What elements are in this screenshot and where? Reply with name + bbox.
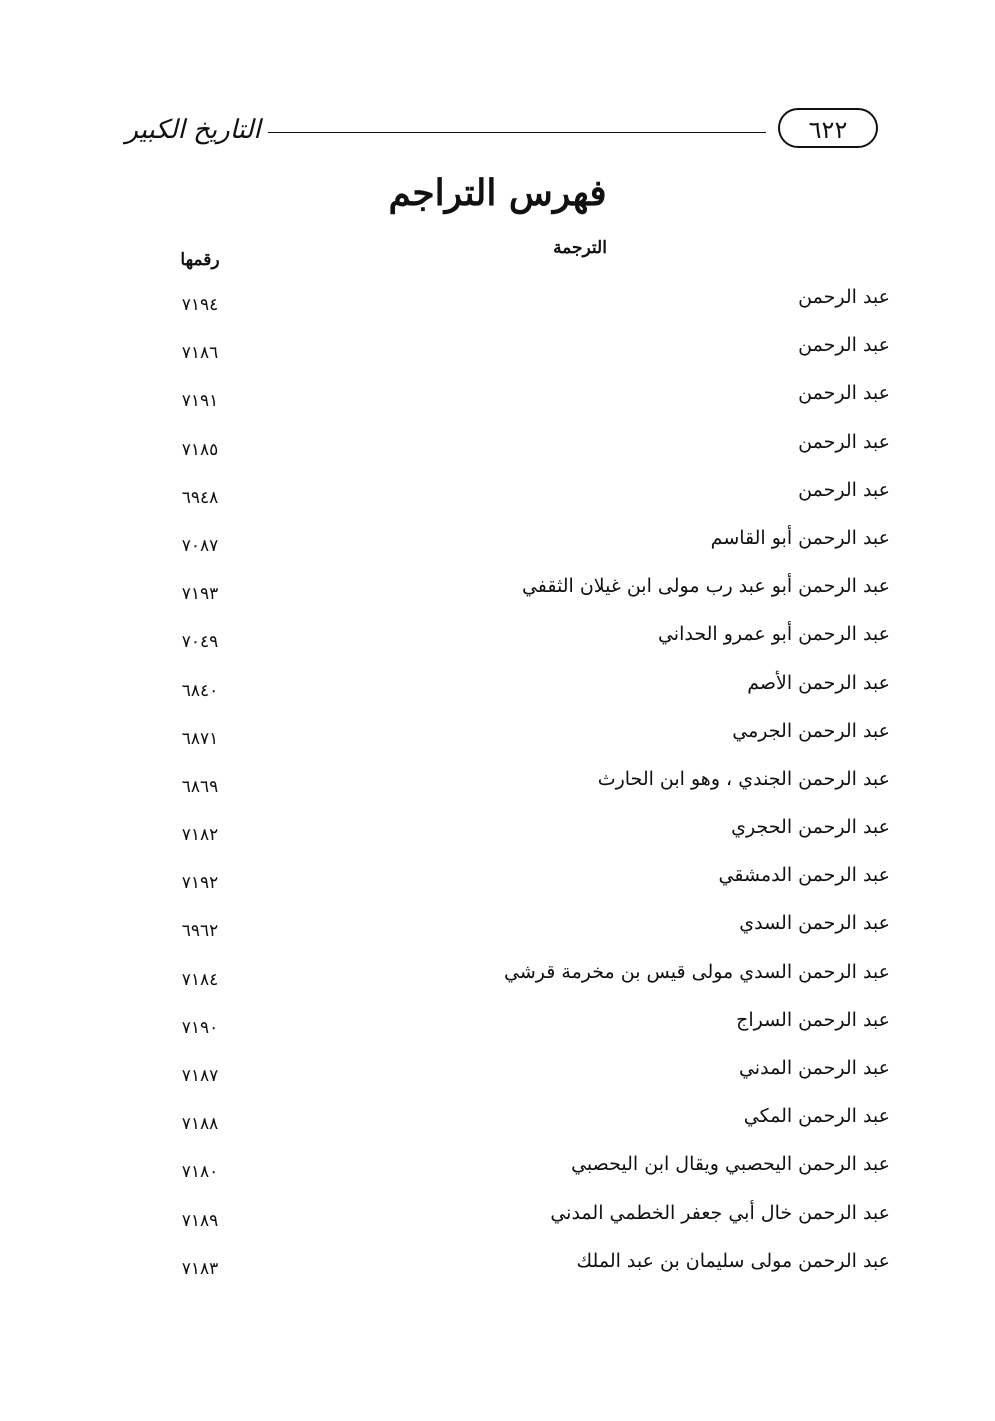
index-entry	[150, 619, 890, 667]
index-entry	[150, 378, 890, 426]
entry-number: ٧١٩٣	[181, 584, 219, 605]
entry-number: ٧٠٤٩	[181, 632, 219, 653]
entry-number: ٧١٨٢	[181, 825, 219, 846]
entry-number: ٧١٩٠	[181, 1017, 219, 1038]
entry-number: ٧١٩٢	[181, 873, 219, 894]
entry-name: عبد الرحمن السراج	[736, 1008, 890, 1031]
entry-name: عبد الرحمن الدمشقي	[718, 864, 890, 887]
entry-name: عبد الرحمن	[798, 382, 890, 405]
entry-name: عبد الرحمن	[798, 478, 890, 501]
page-number: ٦٢٢	[778, 108, 878, 148]
entry-number: ٧٠٨٧	[181, 535, 219, 556]
index-title: فهرس التراجم	[388, 172, 607, 214]
entry-number: ٧١٨٤	[181, 969, 219, 990]
index-entry	[150, 1149, 890, 1197]
entry-name: عبد الرحمن مولى سليمان بن عبد الملك	[576, 1249, 890, 1272]
running-header	[118, 108, 878, 154]
entry-number: ٦٨٦٩	[181, 776, 219, 797]
entry-number: ٧١٩٤	[181, 295, 219, 315]
entry-number: ٧١٨٦	[181, 343, 219, 364]
entry-name: عبد الرحمن أبو عبد رب مولى ابن غيلان الثقفي	[521, 575, 890, 598]
entry-name: عبد الرحمن أبو عمرو الحداني	[657, 623, 890, 646]
index-entry	[150, 957, 890, 1005]
index-entry	[150, 812, 890, 860]
entry-name: عبد الرحمن المكي	[743, 1105, 890, 1128]
entry-name: عبد الرحمن المدني	[738, 1057, 890, 1079]
column-header-entry: الترجمة	[553, 238, 607, 258]
entry-number: ٧١٨٥	[181, 439, 219, 460]
entry-name: عبد الرحمن اليحصبي ويقال ابن اليحصبي	[571, 1153, 890, 1176]
entry-number: ٦٨٤٠	[181, 680, 219, 701]
entry-name: عبد الرحمن أبو القاسم	[710, 526, 890, 549]
index-entry	[150, 764, 890, 812]
entry-name: عبد الرحمن الحجري	[731, 816, 890, 839]
index-entry	[150, 1246, 890, 1294]
entry-number: ٧١٨٣	[181, 1258, 219, 1279]
entry-name: عبد الرحمن	[798, 430, 890, 453]
index-entry	[150, 908, 890, 956]
entry-name: عبد الرحمن السدي مولى قيس بن مخرمة قرشي	[504, 960, 890, 983]
entry-name: عبد الرحمن	[798, 334, 890, 357]
index-entry	[150, 1053, 890, 1101]
column-header-number: رقمها	[180, 250, 220, 270]
index-entry	[150, 571, 890, 619]
entry-name: عبد الرحمن الأصم	[747, 671, 890, 694]
entry-name: عبد الرحمن الجندي ، وهو ابن الحارث	[597, 767, 890, 790]
entry-number: ٦٩٦٢	[181, 921, 219, 942]
index-entry	[150, 523, 890, 571]
entry-name: عبد الرحمن خال أبي جعفر الخطمي المدني	[550, 1201, 890, 1224]
index-entry	[150, 860, 890, 908]
entry-name: عبد الرحمن الجرمي	[732, 719, 890, 742]
index-entries	[150, 282, 890, 1294]
index-entry	[150, 330, 890, 378]
entry-number: ٧١٨٧	[181, 1066, 219, 1086]
entry-name: عبد الرحمن	[798, 286, 890, 308]
index-entry	[150, 1005, 890, 1053]
index-entry	[150, 282, 890, 330]
entry-number: ٧١٨٨	[181, 1114, 219, 1135]
index-entry	[150, 1101, 890, 1149]
entry-number: ٦٨٧١	[181, 728, 219, 749]
book-title: التاريخ الكبير	[125, 115, 261, 145]
entry-number: ٧١٨٠	[181, 1162, 219, 1183]
index-entry	[150, 427, 890, 475]
index-entry	[150, 668, 890, 716]
index-entry	[150, 1198, 890, 1246]
index-entry	[150, 716, 890, 764]
entry-number: ٦٩٤٨	[181, 487, 219, 508]
entry-number: ٧١٨٩	[181, 1210, 219, 1231]
entry-number: ٧١٩١	[181, 391, 219, 412]
index-entry	[150, 475, 890, 523]
header-rule	[268, 132, 766, 133]
entry-name: عبد الرحمن السدي	[739, 912, 890, 935]
